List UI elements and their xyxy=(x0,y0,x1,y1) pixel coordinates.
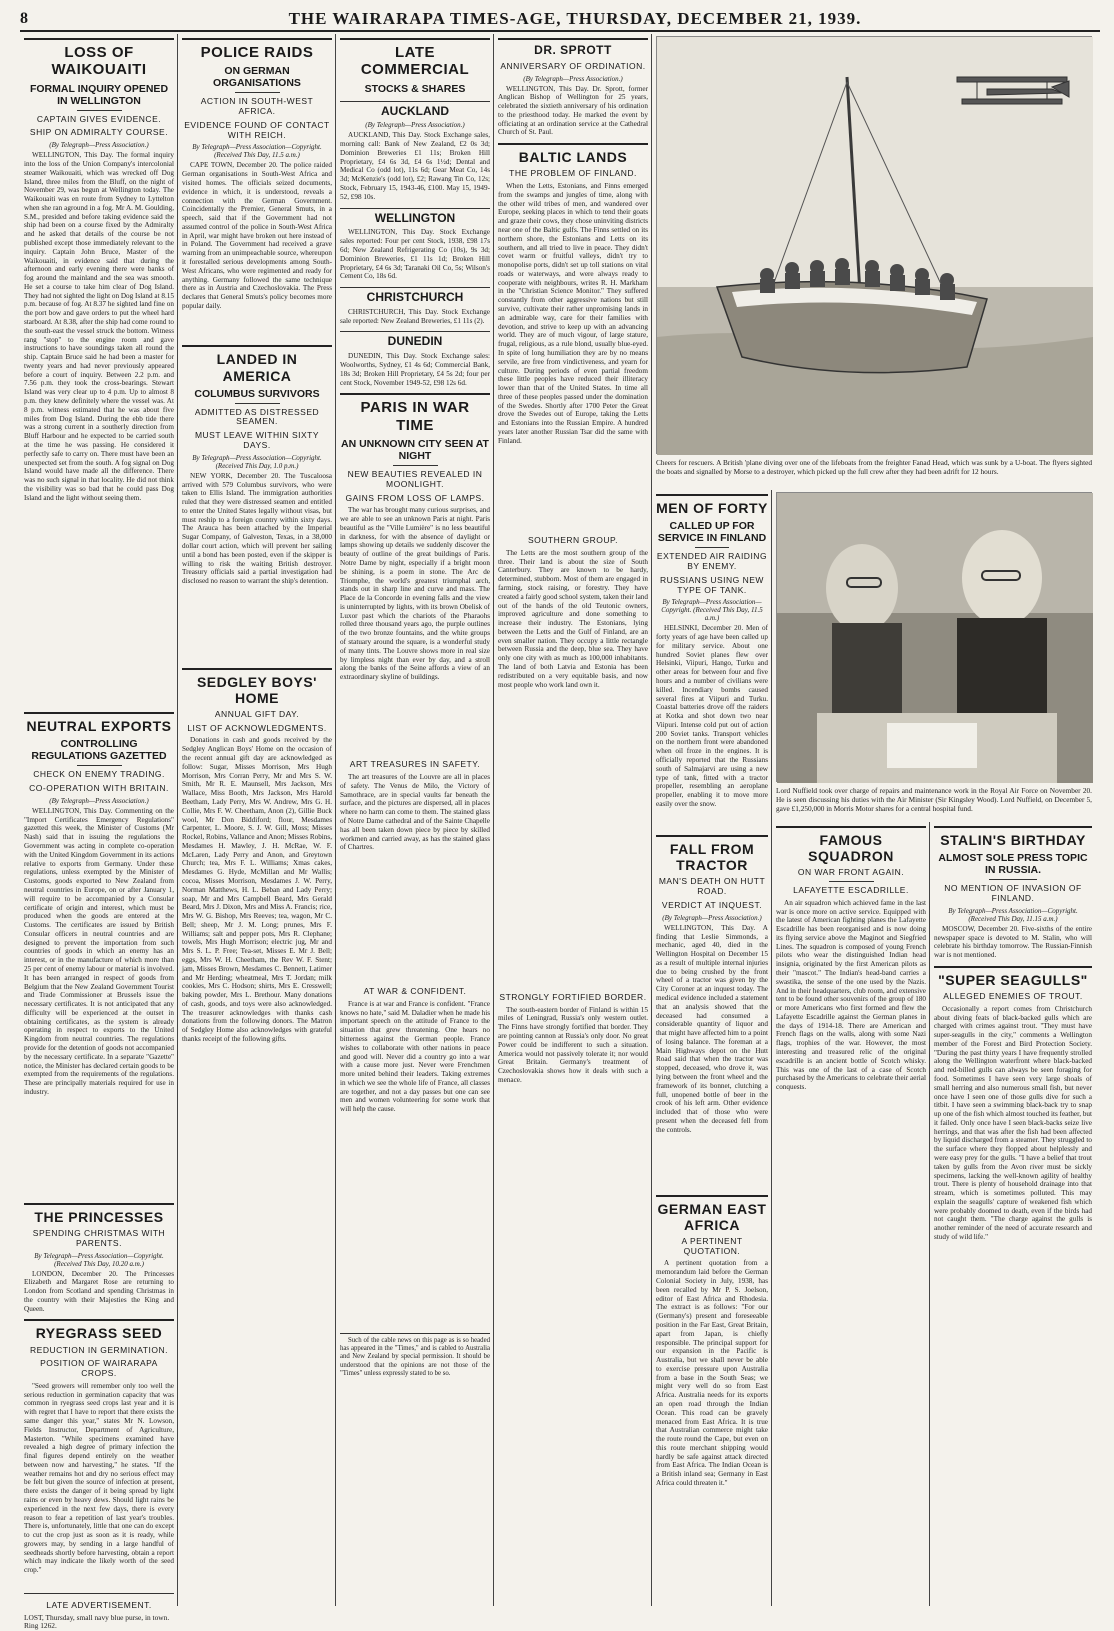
article-dr-sprott xyxy=(498,38,648,137)
lifeboat-plane-illustration xyxy=(657,37,1093,455)
article-body: DUNEDIN, This Day. Stock Exchange sales: Woolworths, Sydney, £1 4s 6d; Commercial Bank, 18s 3d; Broken Hill Proprietary, £4 5s 2d; four per cent Stock, November 1949-52, £98 12s 6d. xyxy=(340,352,490,387)
subheadline: EXTENDED AIR RAIDING BY ENEMY. xyxy=(656,551,768,571)
credit-line: (By Telegraph—Press Association.) xyxy=(365,121,465,130)
article-wellington xyxy=(340,208,490,281)
subheadline: A PERTINENT QUOTATION. xyxy=(681,1235,743,1256)
subheadline: MUST LEAVE WITHIN SIXTY DAYS. xyxy=(194,430,320,450)
subheadline: ON GERMAN ORGANISATIONS xyxy=(213,65,301,90)
article-body: An air squadron which achieved fame in the last war is once more on active service. Equipped with the latest of American fighting planes the Lafayette Escadrille has been reorganised and is now doing its flying service above the Maginot and Siegfried Lines. The squadron is composed of young French pilots who wear the distinguished Indian head insignia, originated by the first American pilots as their "mascot." The Indian's head-band carries a swastika, the sense of the one used by the Nazis. And in their headquarters, club room, and extensive tent to be found other souvenirs of the group of 180 or more Americans who first formed and flew the Lafayette Escadrille against the German planes in the days of 1914-18. There are American and French flags on the walls, along with some Nazi flags, trophies of the war. However, the most interesting and treasured relic of the original escadrille is an ancient bottle of Scotch whisky. This was one of the last of a case of Scotch purchased by the Americans to celebrate their aerial conquests. xyxy=(776,898,926,1092)
subheadline: STOCKS & SHARES xyxy=(364,82,466,95)
credit-line: By Telegraph—Press Association—Copyright. (Received This Day, 11.15 a.m.) xyxy=(948,906,1078,923)
article-the-princesses xyxy=(24,1203,174,1314)
headline: NEUTRAL EXPORTS xyxy=(24,712,174,734)
article-sedgley-boys-home xyxy=(182,668,332,1617)
headline: LATE COMMERCIAL xyxy=(340,38,490,79)
photo-lifeboat-rescue xyxy=(656,36,1092,454)
headline: AUCKLAND xyxy=(340,101,490,119)
masthead xyxy=(20,8,1100,32)
subheadline: REDUCTION IN GERMINATION. xyxy=(30,1344,168,1355)
subheadline: POSITION OF WAIRARAPA CROPS. xyxy=(40,1358,158,1379)
headline: PARIS IN WAR TIME xyxy=(340,393,490,434)
subheadline: NO MENTION OF INVASION OF FINLAND. xyxy=(944,883,1082,903)
article-body: WELLINGTON, This Day. Stock Exchange sales reported: Four per cent Stock, 1938, £98 17s 6d; New Zealand Refrigerating Co (10s), 9s 3d; Dominion Breweries, £1 11s 1d; Broken Hill Proprietary, £4 6s 3d; Taranaki Oil Co, 5s; Wilson's Cement Co, 18s 6d. xyxy=(340,228,490,281)
article-baltic-lands xyxy=(498,143,648,1235)
article-body: The art treasures of the Louvre are all in places of safety. The Venus de Milo, the Victory of Samothrace, are in special vaults far beneath the surface, and the pictures are dispersed, all in places where no harm can come to them. The stained glass of Notre Dame cathedral and of the Sainte Chapelle has all been taken down piece by piece by skilled workmen and carried away, as has the stained glass of Chartres. xyxy=(340,773,490,852)
headline: GERMAN EAST AFRICA xyxy=(656,1195,768,1233)
article-landed-in-america xyxy=(182,345,332,661)
subheadline: CAPTAIN GIVES EVIDENCE. xyxy=(36,113,162,124)
column-2 xyxy=(182,34,332,1606)
subheadline: LIST OF ACKNOWLEDGMENTS. xyxy=(187,722,327,733)
subheadline: AT WAR & CONFIDENT. xyxy=(363,986,467,997)
article-ryegrass-seed xyxy=(24,1319,174,1586)
subheadline: SPENDING CHRISTMAS WITH PARENTS. xyxy=(32,1228,166,1248)
article-auckland xyxy=(340,101,490,202)
headline: LOSS OF WAIKOUAITI xyxy=(24,38,174,79)
article-body: The Letts are the most southern group of the three. Their land is about the size of South Canterbury. They are known to be hardy, determined, stubborn. Most of them are engaged in farming, stock raising, or forestry. They have created a fairly good school system, taken their land out of the hands of the old Teutonic owners, improved agriculture and done something to increase their industry. The Estonians, lying between the Letts and the Gulf of Finland, are an even smaller nation. They occupy a little rectangle between Russia and the deep, blue sea. They have only one city with as much as 100,000 inhabitants. The land of both Latvia and Estonia has been redistributed on a very equitable basis, and now most people who work land own it. xyxy=(498,548,648,689)
article-body: WELLINGTON, This Day. Dr. Sprott, former Anglican Bishop of Wellington for 25 years, celebrated the sixtieth anniversary of his ordination to the priesthood today. He marked the event by officiating at an ordination service at the Cathedral Church of St. Paul. xyxy=(498,84,648,137)
ad-heading: LATE ADVERTISEMENT. xyxy=(46,1599,152,1610)
article-body: NEW YORK, December 20. The Tuscaloosa arrived with 579 Columbus survivors, who were taken to Ellis Island. The immigration authorities ruled that they were distressed seamen and entitled to enter the United States legally without visas, but must reship to a foreign country within sixty days. The Arauca has been attached by the Imperial Sugar Company, of Galveston, Texas, in a 38,000 dollar court action, which will prevent her sailing until a bond has been posted, even if the skipper is willing to risk the waiting British destroyer. Treasury officials said a partial investigation had disclosed no reason to warrant the ship's detention. xyxy=(182,471,332,586)
article-german-east-africa xyxy=(656,1195,768,1565)
photo-lord-nuffield xyxy=(776,492,1092,782)
article-body: WELLINGTON, This Day. The formal inquiry into the loss of the Union Company's intercolonial steamer Waikouaiti, which was wrecked off Dog Island, three miles from the Bluff, on the night of November 29, was begun at Wellington today. The Waikouaiti was en route from Sydney to Lyttelton when she ran aground in a fog. Mr A. M. Goulding, S.M., presided and before taking evidence said the ship had been on a course fixed by the Admiralty and he asked that details of the course be not published except those immediately relevant to the inquiry. Captain John Bruce, Master of the Waikouaiti, in evidence said that during the afternoon and early evening there were banks of fog around the mainland and the sea was smooth. He set a course to take him clear of Dog Island. They had not sighted the light on Dog Island at 8.15 p.m. because of fog. At 8.37 he sighted land fine on the port bow and gave orders to put the wheel hard starboard. At 8.38, after the ship had come round to the south-east the vessel struck the bottom. Witness rang "stop" to the engine room and gave instructions to have soundings taken all round the ship. Captain Bruce said he had been a master for twenty years and had never previously appeared before a court of inquiry. Between 2.2 p.m. and 7.56 p.m. they took the cross-bearings. Stewart Island was very clear up to 4 p.m. Up to almost 8 p.m. they knew definitely where the vessel was. At 8 p.m. witness estimated that he was about five miles from Dog Island. During the ebb tide there was a strong current in a southerly direction from Bluff Harbour and he expected to be carried south at the time he was passing. He considered it perfectly safe to carry on. There must have been an unexpected set from the south. A fog signal on Dog Island would have made all the difference. There was no such signal in that locality. He did not think the visibility was so bad that he could pass Dog Island and the light without seeing them. xyxy=(24,151,174,502)
subheadline: GAINS FROM LOSS OF LAMPS. xyxy=(345,492,485,503)
column-7 xyxy=(934,822,1092,1606)
subheadline: VERDICT AT INQUEST. xyxy=(661,900,763,910)
article-men-of-forty xyxy=(656,494,768,829)
subheadline: ANNUAL GIFT DAY. xyxy=(214,708,300,719)
headline: BALTIC LANDS xyxy=(498,143,648,165)
subheadline: CHECK ON ENEMY TRADING. xyxy=(33,769,165,780)
article-body: A pertinent quotation from a memorandum laid before the German Colonial Society in July, 1938, has been recalled by Mr P. S. Joelson, editor of East Africa and Rhodesia. The extract is as follows: "For our (Germany's) present and foreseeable position in the Far East, Great Britain, apart from Japan, is chiefly responsible. The principal support for our expansion in the Pacific is Australia, but we shall never be able to exercise pressure upon Australia from a base in the South Seas; we might very well do so from East Africa. Australia needs for its exports an open road through the Indian Ocean. This road can be gravely menaced from East Africa. It is true that Australian commerce might take the route round the Cape, but even on this route merchant shipping would hardly be safe against attack directed from East Africa. The Indian Ocean is a British inland sea; Germany in East Africa could threaten it." xyxy=(656,1259,768,1488)
article-fall-from-tractor xyxy=(656,835,768,1188)
subheadline: ALMOST SOLE PRESS TOPIC IN RUSSIA. xyxy=(938,852,1088,877)
credit-line: By Telegraph—Press Association—Copyright. (Received This Day, 10.20 a.m.) xyxy=(34,1251,164,1268)
subheadline: CO-OPERATION WITH BRITAIN. xyxy=(29,783,169,794)
subheadline: SHIP ON ADMIRALTY COURSE. xyxy=(29,127,169,138)
subheadline: NEW BEAUTIES REVEALED IN MOONLIGHT. xyxy=(347,469,483,489)
subheadline: ART TREASURES IN SAFETY. xyxy=(349,759,481,770)
credit-line: (By Telegraph—Press Association.) xyxy=(662,913,762,922)
credit-line: (By Telegraph—Press Association.) xyxy=(49,141,149,150)
article-body: AUCKLAND, This Day. Stock Exchange sales, morning call: Bank of New Zealand, £2 0s 3d; Dominion Breweries £1 11s; Broken Hill Proprietary, £4 6s 3d, £4 6s 1½d; Dental and Medical Co (odd lot), 11s 6d; Gear Meat Co, 14s 3d; McKenzie's (odd lot), £2; Rawang Tin Co, 12s; Stock, February 15, 1943-46, £100. May 15, 1949-52, £98 10s. xyxy=(340,131,490,201)
credit-line: (By Telegraph—Press Association.) xyxy=(523,74,623,83)
article-loss-of-waikouaiti xyxy=(24,38,174,706)
headline: POLICE RAIDS xyxy=(182,38,332,61)
credit-line: By Telegraph—Press Association—Copyright. (Received This Day, 11.5 a.m.) xyxy=(661,598,763,623)
headline: DR. SPROTT xyxy=(498,38,648,58)
article-body: CAPE TOWN, December 20. The police raided German organisations in South-West Africa and visited homes. The officials seized documents, evidence in which, it is understood, reveals a connection with the German Government. Coincidentally the Premier, General Smuts, in a speech, said that if the Government had not assumed control of the police in South-West Africa in April, war might have broken out here instead of in Poland. The Government had received a grave warning from an unimpeachable source, whereupon it forestalled serious developments among South-West Africans, who were regimented and ready for anything. Germany followed the same technique there as in Austria and Czechoslovakia. The Press declares that General Smuts's policy becomes more popular daily. xyxy=(182,161,332,310)
column-3 xyxy=(340,34,490,1606)
article-christchurch xyxy=(340,287,490,325)
headline: "SUPER SEAGULLS" xyxy=(934,966,1092,988)
article-police-raids xyxy=(182,38,332,339)
headline: WELLINGTON xyxy=(340,208,490,226)
article-body: WELLINGTON, This Day. A finding that Leslie Simmonds, a mechanic, aged 40, died in the Wellington Hospital on December 15 as a result of multiple internal injuries due to being crushed by the front wheel of a tractor was given by the City Coroner at an inquest today. The medical evidence included a statement that an analysis showed that the deceased had consumed a considerable quantity of liquor and that might have affected him to a point of losing balance. The foreman at a Main Highways depot on the Hutt Road said that when the tractor was stopped, deceased, who drove it, was lying between the front wheel and the framework of its bonnet, clutching a full, unopened bottle of beer in the crook of his left arm. Other evidence included that of those who were present when the deceased fell from the controls. xyxy=(656,923,768,1134)
subheadline: SOUTHERN GROUP. xyxy=(528,535,618,546)
article-paris-in-war-time xyxy=(340,393,490,1378)
subheadline: FORMAL INQUIRY OPENED IN WELLINGTON xyxy=(29,82,169,107)
subheadline: RUSSIANS USING NEW TYPE OF TANK. xyxy=(660,574,764,595)
subheadline: AN UNKNOWN CITY SEEN AT NIGHT xyxy=(341,437,489,462)
column-4 xyxy=(498,34,648,1606)
credit-line: By Telegraph—Press Association—Copyright. (Received This Day, 1.0 p.m.) xyxy=(192,453,322,470)
subheadline: CONTROLLING REGULATIONS GAZETTED xyxy=(31,738,167,763)
article-body: Donations in cash and goods received by the Sedgley Anglican Boys' Home on the occasion of the recent annual gift day are acknowledged as follow: Sugar, Misses Morrison, Mrs Hugh Morrison, Mrs Corran Perry, Mr and Mrs S. W. Smith, Mr R. E. Maunsell, Mrs Jackson, Mrs Wallace, Miss Booth, Mrs Jackson, Mrs Harold Beetham, Lady Perry, Mrs W. Andrew, Mrs G. H. Collie, Mrs F. W. Cheetham, Anon (2), Gillie Buck wool, Mr Don Biddiford; flour, Mesdames Carpenter, L. Moore, S. J. W. Gill, Moss; Misses Rockel, Robins, Vallance and Anon; Misses Robins, Mesdames H. Mawley, J. H. McRae, W. F. McLaren, Lady Perry and Anon, and Greytown Church; tea, Mrs F. L. Williams; Xmas cakes, Mesdames G. Hyde, McMillan and Mr Wallis; cocoa, Misses Morrison, Mesdames J. W. Perry, Norman Matthews, H. L. Beban and Lady Perry; soap, Mr and Mrs Campbell Beard, Mrs Gerald Beard, Mrs J. Dixon, Mrs and Miss A. Francis; rice, Mrs W. G. Bishop, Mrs Reeves; tea, wagon, Mr C. Bell; sheep, Mr J. M. Long; prunes, Mrs F. Williams; salt and pepper pots, Mrs R. Clephane; towels, Mrs Hugh Morrison; electric jug, Mr and Mrs S. L. P. Free; Tea-set, Misses E. Mr J. Bell; eggs, Mrs W. H. Cheetham, the Rev W. F. Stent; jam, Misses Brown, Mesdames C. Bennett, Latimer and Mr Herding; wheatmeal, Mrs T. Jordan; milk cookies, Mrs C. Hodson; shirts, Mrs E. Cresswell; baking powder, Mrs L. Brethour. Many donations of cash, goods, and toys were also acknowledged. The treasurer acknowledges with thanks cash donations from the following donors. The Matron of Sedgley Home also acknowledges with grateful thanks receipt of the following gifts. xyxy=(182,736,332,1044)
headline: FALL FROM TRACTOR xyxy=(656,835,768,873)
lord-nuffield-illustration xyxy=(777,493,1093,783)
late-advertisement xyxy=(24,1593,174,1631)
subheadline: MAN'S DEATH ON HUTT ROAD. xyxy=(658,876,766,897)
headline: DUNEDIN xyxy=(340,331,490,349)
headline: STALIN'S BIRTHDAY xyxy=(934,826,1092,848)
subheadline: COLUMBUS SURVIVORS xyxy=(194,387,320,400)
article-body: France is at war and France is confident. "France knows no hate," said M. Daladier when he made his important speech on the attitude of France to the situation that grew threatening. One hears no bitterness against the German people. France wishes to collaborate with other nations in peace and good will. Never did a country go into a war with a cause more just. Never were Frenchmen more united behind their leaders. Taking extremes in which we see the whole life of France, all classes are together, and not a day passes but one can see men and women volunteering for some work that will help the cause. xyxy=(340,999,490,1114)
article-body: LONDON, December 20. The Princesses Elizabeth and Margaret Rose are returning to London from Scotland and spending Christmas in the country with their Majesties the King and Queen. xyxy=(24,1269,174,1313)
copyright-note: Such of the cable news on this page as is so headed has appeared in the "Times," and is cabled to Australia and New Zealand by special permission. It should be understood that the opinions are not those of the "Times" unless expressly stated to be so. xyxy=(340,1336,490,1377)
article-body: The war has brought many curious surprises, and we are able to see an unknown Paris at night. Paris beautiful as the "Ville Lumière" is no less beautiful in darkness, for with the absence of daylight or lamps showing up details we suddenly discover the beauty of outline of the great buildings of Paris. Notre Dame by night, especially if a bright moon be shining, is a poem in stone. The Arc de Triomphe, the world's greatest triumphal arch, stands out in sharp line and curve and mass. The Place de la Concorde in evening falls and the view is uninterrupted by lights, with its brown Obelisk of Luxor past which the chariots of the Pharaohs rolled three thousand years ago, the purple outlines of the two bronze fountains, and the white groups of statuary around the square, is a wonderful study of many tints. The Louvre shows more in real size by limpless night than ever by day, and a stroll along the banks of the Seine affords a view of an extraordinary skyline of buildings. xyxy=(340,506,490,682)
subheadline: CALLED UP FOR SERVICE IN FINLAND xyxy=(657,520,767,545)
column-1 xyxy=(24,34,174,1631)
article-stalins-birthday xyxy=(934,826,1092,960)
column-6 xyxy=(776,822,926,1606)
photo-caption: Lord Nuffield took over charge of repairs and maintenance work in the Royal Air Force on November 20. He is seen discussing his duties with the Air Minister (Sir Kingsley Wood). Lord Nuffield, on December 5, gave £1,250,000 in Morris Motor shares for a central hospital fund. xyxy=(776,786,1092,814)
headline: SEDGLEY BOYS' HOME xyxy=(182,668,332,706)
article-late-commercial xyxy=(340,38,490,95)
article-body: The south-eastern border of Finland is within 15 miles of Leningrad, Russia's only western outlet. The Finns have strongly fortified that border. They are pointing cannon at Russia's only door. No great Power could be indifferent to such a situation. America would not passively tolerate it; nor would Great Britain. Germany's treatment of Czechoslovakia shows how it deals with such a menace. xyxy=(498,1005,648,1084)
article-neutral-exports xyxy=(24,712,174,1197)
article-body: MOSCOW, December 20. Five-sixths of the entire newspaper space is devoted to M. Stalin, who will celebrate his birthday tomorrow. The Russian-Finnish war is not mentioned. xyxy=(934,924,1092,960)
subheadline: ON WAR FRONT AGAIN. xyxy=(797,867,905,878)
article-body: CHRISTCHURCH, This Day. Stock Exchange sale reported: New Zealand Breweries, £1 11s (2). xyxy=(340,307,490,325)
credit-line: (By Telegraph—Press Association.) xyxy=(49,796,149,805)
article-body: WELLINGTON, This Day. Commenting on the "Import Certificates Emergency Regulations" gazetted this week, the Minister of Customs (Mr Nash) said that in issuing the regulations the Government was acting in complete co-operation with the United Kingdom Government in its actions relative to exports from Germany. Under these regulations, unless exempted by the Minister of Customs, goods exported to New Zealand from neutral countries in Europe, on or after January 1, will require to be accompanied by a Consular certificate of origin and interest, which must be produced when the goods are entered at the Customs. The certificates are issued by British Consular officers in neutral countries and are designed to prevent the importation from such countries of goods in which an enemy has an interest, or in the manufacture of which more than 25 per cent of enemy labour or material is involved. It has been arranged in respect of goods from Belgium that the New Zealand Government Tourist and Trade Commissioner at Brussels issue the necessary certificates. It is not anticipated that any difficulty will be experienced at the outset in obtaining certificates, as the system is already operating in respect to exports to the United Kingdom from neutral countries. The regulations provide for the detention of goods not accompanied by the necessary certificate. In a separate "Gazette" notice, the Minister has declared certain goods to be exempted from the requirements of the regulations. These are principally materials required for use in industry. xyxy=(24,806,174,1096)
subheadline: ALLEGED ENEMIES OF TROUT. xyxy=(943,990,1083,1001)
newspaper-title: THE WAIRARAPA TIMES-AGE, THURSDAY, DECEMBER 21, 1939. xyxy=(288,9,862,28)
credit-line: By Telegraph—Press Association—Copyright. (Received This Day, 11.5 a.m.) xyxy=(192,143,322,160)
subheadline: EVIDENCE FOUND OF CONTACT WITH REICH. xyxy=(184,119,330,140)
article-body: "Seed growers will remember only too well the serious reduction in germination capacity that was common in ryegrass seed crops last year and it is with regret that I have to report that there exists the same danger this year," states Mr N. Lowson, Fields Instructor, Department of Agriculture, Masterton. "While specimens examined have revealed a high degree of primary infection the final figures depend entirely on the weather between now and harvesting," he states. "If the weather remains hot and dry no serious effect may be felt but given the source of infection at present, there exists the danger of it being spread by light rains or even by heavy dews. Should light rains be experienced in the next few days, there is every reason to fear a repetition of last year's troubles. There is, unfortunately, little that one can do except to cut the crop just as soon as it is ready, while growers may, by sending in a large handful of seedheads shortly before harvesting, obtain a report which may indicate the likely worth of the seed crop." xyxy=(24,1381,174,1575)
headline: THE PRINCESSES xyxy=(24,1203,174,1225)
article-super-seagulls xyxy=(934,966,1092,1545)
column-5 xyxy=(656,490,768,1606)
subheadline: STRONGLY FORTIFIED BORDER. xyxy=(499,991,647,1002)
headline: LANDED IN AMERICA xyxy=(182,345,332,383)
subheadline: ADMITTED AS DISTRESSED SEAMEN. xyxy=(194,406,320,427)
article-body: HELSINKI, December 20. Men of forty years of age have been called up for military service. About one hundred Soviet planes flew over Helsinki, Viipuri, Hango, Turku and other areas for between four and five hours and a number of civilians were killed. Incendiary bombs caused several fires at Viipuri and Turku. Coastal batteries drove off the raiders at Kotka and shot down two near Viipuri. Intense cold put out of action 200 Soviet tanks. Transport vehicles on the northern front were abandoned when oil froze in the engines. It is officially reported that the Russians south of Salmajarvi are using a new type of tank, fitted with a tractor propeller, resembling an aeroplane propeller, enabling it to move more easily over the snow. xyxy=(656,624,768,808)
article-dunedin xyxy=(340,331,490,387)
headline: MEN OF FORTY xyxy=(656,494,768,516)
subheadline: ANNIVERSARY OF ORDINATION. xyxy=(500,60,646,71)
headline: RYEGRASS SEED xyxy=(24,1319,174,1341)
subheadline: THE PROBLEM OF FINLAND. xyxy=(509,168,637,179)
article-famous-squadron xyxy=(776,826,926,1599)
page-number: 8 xyxy=(20,10,28,27)
photo-caption: Cheers for rescuers. A British 'plane diving over one of the lifeboats from the freighter Fanad Head, which was sunk by a U-boat. The flyers sighted the boats and signalled by Morse to a destroyer, which picked up the full crew after they had been adrift for 12 hours. xyxy=(656,458,1092,477)
subheadline: LAFAYETTE ESCADRILLE. xyxy=(793,884,909,895)
ad-text: LOST, Thursday, small navy blue purse, in town. Ring 1262. xyxy=(24,1612,170,1631)
article-body: When the Letts, Estonians, and Finns emerged from the swamps and jungles of time, along with the other wild tribes of men, and wandered over Europe, seeking places in which to tend their goats and graze their cows, they chose uninviting districts near one of the Baltic gulfs. The Finns settled on its northern shore, the Estonians and Letts on its southern, and all tried to live in peace. They didn't covet warm or fruitful valleys, didn't try to monopolise ports, didn't set up toll stations on vital roads or waterways, and were always ready to cooperate with neighbours, writes R. H. Markham in the "Christian Science Monitor." They suffered constantly from other aggressive nations but still survive, cultivate their rather unpromising lands in an admirable way, care for their families with devotion, and strive to keep up with an advancing world. They are of much vigour, of large stature, frugal, religious, as a rule blond, usually blue-eyed. In spite of long humiliation they are by no means servile, are free from vindictiveness, and yearn for culture. During periods of even partial freedom these little peoples have reduced their illiteracy lower than that of the United States. In time all three of these peoples passed under the domination of the Swedes. Shortly after 1700 Peter the Great drove the Swedes out of Europe, taking the Letts and Estonians into the Russian Empire. A hundred years later another Russian Tsar did the same with Finland. xyxy=(498,182,648,445)
headline: FAMOUS SQUADRON xyxy=(776,826,926,864)
article-body: Occasionally a report comes from Christchurch about diving feats of black-backed gulls which are charged with crimes against trout. "They must have super-seagulls in the city," comments a Wellington member of the Forest and Bird Protection Society. "During the past thirty years I have frequently strolled along the Wellington waterfront where black-backed and red-billed gulls can always be seen foraging for food. Sometimes I have seen very large shoals of small herring and also numerous small fish, but never once have I seen one of those gulls dive for such a titbit. I have seen a swimming black-back try to snap up one of the fish which almost touched its feather, but it failed. Only once have I seen black-backs seize live herrings, and that was after the fish had been affected by liquid discharged from a steamer. They struggled to the surface where they flopped about helplessly and were easy prey for the gulls. "I have a belief that trout taken by gulls from the Avon river must be sickly specimens, lacking the well-known agility of healthy trout. There is plenty of household drainage into that stream, which is sometimes polluted. This may explain the seagulls' capture of weakened fish which were probably doomed to death, even if the birds had not caught them. "The charge against the gulls is another reminder of the need of accurate research and study of wild life." xyxy=(934,1004,1092,1242)
headline: CHRISTCHURCH xyxy=(340,287,490,305)
subheadline: ACTION IN SOUTH-WEST AFRICA. xyxy=(200,96,314,117)
